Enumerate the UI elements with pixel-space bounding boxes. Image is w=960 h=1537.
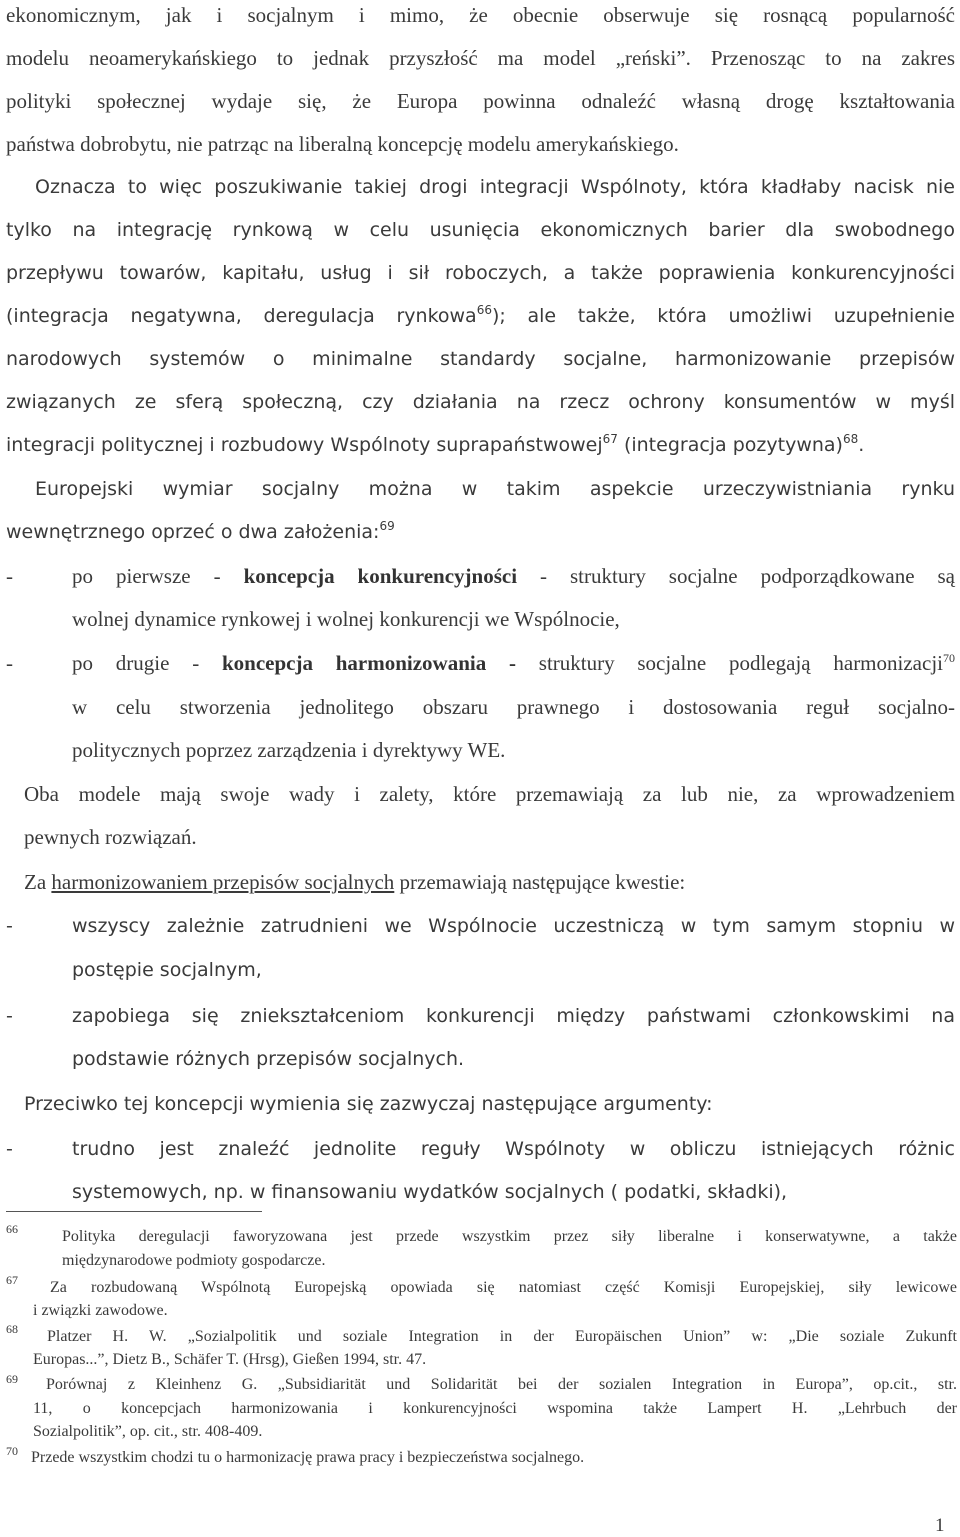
body-line-5: Oznacza to więc poszukiwanie takiej drogi integracji Wspólnoty, która kładłaby nacisk nie	[35, 176, 955, 198]
body-line-10: związanych ze sferą społeczną, czy działania na rzecz ochrony konsumentów w myśl	[6, 391, 955, 413]
footnote-number-68: 68	[6, 1322, 18, 1336]
footnote-line: Porównaj z Kleinhenz G. „Subsidiarität und Solidarität bei der sozialen Integration in Europa”, op.cit., str.	[46, 1376, 957, 1393]
list-dash: -	[6, 1005, 13, 1027]
footnote-line: Platzer H. W. „Sozialpolitik und soziale Integration in der Europäischen Union” w: „Die soziale Zukunft	[47, 1328, 957, 1345]
body-line-6: tylko na integrację rynkową w celu usunięcia ekonomicznych barier dla swobodnego	[6, 219, 955, 241]
body-line-14	[72, 564, 955, 588]
body-line-22: wszyscy zależnie zatrudnieni we Wspólnocie uczestniczą w tym samym stopniu w	[72, 915, 955, 937]
footnote-number-69: 69	[6, 1372, 18, 1386]
body-line-27: trudno jest znaleźć jednolite reguły Wspólnoty w obliczu istniejących różnic	[72, 1138, 955, 1160]
footnote-line: i związki zawodowe.	[33, 1302, 168, 1319]
body-line-8	[6, 304, 955, 328]
body-line-9: narodowych systemów o minimalne standardy socjalne, harmonizowanie przepisów	[6, 348, 955, 370]
text-segment: ); ale także, która umożliwi uzupełnienie	[491, 305, 955, 327]
body-line-4: państwa dobrobytu, nie patrząc na liberalną koncepcję modelu amerykańskiego.	[6, 132, 679, 156]
body-line-1: ekonomicznym, jak i socjalnym i mimo, że obecnie obserwuje się rosnącą popularność	[6, 3, 955, 27]
body-line-2: modelu neoamerykańskiego to jednak przyszłość ma model „reński”. Przenosząc to na zakres	[6, 46, 955, 70]
footnote-number-67: 67	[6, 1273, 18, 1287]
text-segment: - struktury socjalne podporządkowane są	[517, 564, 955, 588]
text-segment: Za	[24, 870, 52, 894]
body-line-3: polityki społecznej wydaje się, że Europa powinna odnaleźć własną drogę kształtowania	[6, 89, 955, 113]
list-dash: -	[6, 1138, 13, 1160]
list-dash: -	[6, 915, 13, 937]
bold-term: koncepcja harmonizowania -	[221, 651, 517, 675]
body-line-16	[72, 651, 955, 675]
footnote-number-66: 66	[6, 1222, 18, 1236]
footnote-line: Europas...”, Dietz B., Schäfer T. (Hrsg), Gießen 1994, str. 47.	[33, 1351, 427, 1368]
footnote-ref-70[interactable]: 70	[942, 651, 955, 665]
body-line-23: postępie socjalnym,	[72, 959, 262, 981]
body-line-26: Przeciwko tej koncepcji wymienia się zazwyczaj następujące argumenty:	[24, 1093, 713, 1115]
underlined-term: harmonizowaniem przepisów socjalnych	[51, 870, 395, 894]
text-segment: .	[858, 434, 865, 456]
list-dash: -	[6, 564, 13, 588]
body-line-24: zapobiega się zniekształceniom konkurencji między państwami członkowskimi na	[72, 1005, 955, 1027]
body-line-15: wolnej dynamice rynkowej i wolnej konkurencji we Wspólnocie,	[72, 607, 620, 631]
text-segment: po pierwsze -	[72, 564, 244, 588]
text-segment: wewnętrznego oprzeć o dwa założenia:	[6, 521, 380, 543]
footnote-line: Przede wszystkim chodzi tu o harmonizację prawa pracy i bezpieczeństwa socjalnego.	[31, 1449, 585, 1466]
footnote-ref-66[interactable]: 66	[476, 303, 492, 317]
text-segment: po drugie -	[72, 651, 222, 675]
footnote-line: międzynarodowe podmioty gospodarcze.	[62, 1252, 326, 1269]
text-segment: struktury socjalne podlegają harmonizacji	[516, 651, 943, 675]
body-line-17: w celu stworzenia jednolitego obszaru prawnego i dostosowania reguł socjalno-	[72, 695, 955, 719]
body-line-7: przepływu towarów, kapitału, usług i sił roboczych, a także poprawienia konkurencyjności	[6, 262, 955, 284]
body-line-25: podstawie różnych przepisów socjalnych.	[72, 1048, 465, 1070]
body-line-19: Oba modele mają swoje wady i zalety, które przemawiają za lub nie, za wprowadzeniem	[24, 782, 955, 806]
text-segment: przemawiają następujące kwestie:	[394, 870, 686, 894]
page-number: 1	[935, 1515, 945, 1536]
bold-term: koncepcja konkurencyjności	[243, 564, 518, 588]
list-dash: -	[6, 651, 13, 675]
text-segment: integracji politycznej i rozbudowy Wspólnoty suprapaństwowej	[6, 434, 603, 456]
footnote-line: 11, o koncepcjach harmonizowania i konkurencyjności wspomina także Lampert H. „Lehrbuch der	[33, 1400, 957, 1417]
body-line-21	[24, 870, 955, 894]
footnote-line: Za rozbudowaną Wspólnotą Europejską opowiada się natomiast część Komisji Europejskiej, siły lewicowe	[50, 1279, 957, 1296]
body-line-11	[6, 433, 955, 457]
footnote-separator	[6, 1211, 262, 1212]
footnote-line: Sozialpolitik”, op. cit., str. 408-409.	[33, 1423, 263, 1440]
text-segment: (integracja pozytywna)	[617, 434, 843, 456]
body-line-18: politycznych poprzez zarządzenia i dyrektywy WE.	[72, 738, 506, 762]
footnote-ref-69[interactable]: 69	[379, 519, 395, 533]
body-line-13	[6, 520, 955, 544]
body-line-20: pewnych rozwiązań.	[24, 825, 197, 849]
footnote-ref-68[interactable]: 68	[842, 432, 859, 446]
footnote-line: Polityka deregulacji faworyzowana jest przede wszystkim przez siły liberalne i konserwatywne, a także	[62, 1228, 957, 1245]
footnote-ref-67[interactable]: 67	[602, 432, 618, 446]
body-line-12: Europejski wymiar socjalny można w takim aspekcie urzeczywistniania rynku	[35, 478, 955, 500]
footnote-number-70: 70	[6, 1444, 18, 1458]
body-line-28: systemowych, np. w finansowaniu wydatków socjalnych ( podatki, składki),	[72, 1181, 788, 1203]
text-segment: (integracja negatywna, deregulacja rynkowa	[6, 305, 477, 327]
